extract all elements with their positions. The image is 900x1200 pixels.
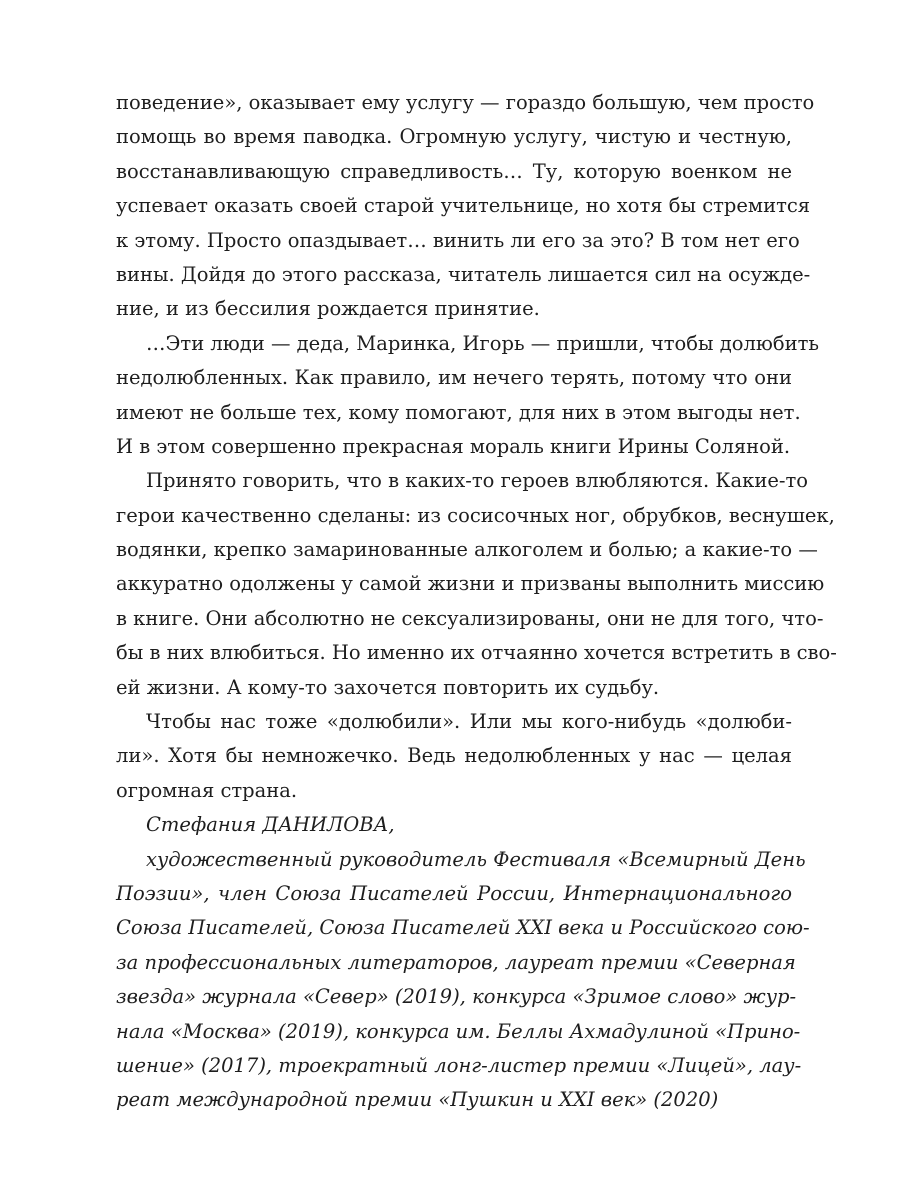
text-line: в книге. Они абсолютно не сексуализированы, они не для того, что- [116,606,824,630]
text-line: ли». Хотя бы немножечко. Ведь недолюбленных у нас — целая [116,744,792,768]
text-line: герои качественно сделаны: из сосисочных ног, обрубков, веснушек, [116,503,835,527]
author-bio-line: реат международной премии «Пушкин и XXI век» (2020) [116,1088,719,1112]
paragraph [116,327,819,465]
text-line: к этому. Просто опаздывает… винить ли его за это? В том нет его [116,228,800,252]
text-line: помощь во время паводка. Огромную услугу, чистую и честную, [116,125,792,149]
text-line: аккуратно одолжены у самой жизни и призваны выполнить миссию [116,572,825,596]
author-name: Стефания ДАНИЛОВА, [146,813,395,837]
author-bio-line: шение» (2017), троекратный лонг-листер премии «Лицей», лау- [116,1053,802,1077]
text-line: …Эти люди — деда, Маринка, Игорь — пришли, чтобы долюбить [146,331,819,355]
author-bio-line: нала «Москва» (2019), конкурса им. Беллы Ахмадулиной «Прино- [116,1019,801,1043]
author-bio-line: за профессиональных литераторов, лауреат премии «Северная [116,950,796,974]
author-bio-line: Поэзии», член Союза Писателей России, Интернационального [116,881,792,905]
text-line: вины. Дойдя до этого рассказа, читатель лишается сил на осужде- [116,262,811,286]
text-line: бы в них влюбиться. Но именно их отчаянно хочется встретить в сво- [116,641,837,665]
text-line: Принято говорить, что в каких-то героев влюбляются. Какие-то [146,469,808,493]
text-line: восстанавливающую справедливость… Ту, которую военком не [116,159,792,183]
author-bio-line: художественный руководитель Фестиваля «Всемирный День [146,847,806,871]
text-line: ей жизни. А кому-то захочется повторить их судьбу. [116,675,660,699]
paragraph [116,86,815,327]
text-line: огромная страна. [116,778,298,802]
text-line: имеют не больше тех, кому помогают, для них в этом выгоды нет. [116,400,801,424]
text-line: недолюбленных. Как правило, им нечего терять, потому что они [116,366,792,390]
author-bio-line: Союза Писателей, Союза Писателей XXI века и Российского сою- [116,916,810,940]
text-line: водянки, крепко замаринованные алкоголем и болью; а какие-то — [116,538,818,562]
text-line: поведение», оказывает ему услугу — гораздо большую, чем просто [116,91,815,114]
text-line: успевает оказать своей старой учительнице, но хотя бы стремится [116,194,811,218]
paragraph [116,705,792,808]
paragraph [116,464,837,705]
text-line: ние, и из бессилия рождается принятие. [116,297,540,321]
author-bio-line: звезда» журнала «Север» (2019), конкурса «Зримое слово» жур- [116,985,797,1009]
text-line: И в этом совершенно прекрасная мораль книги Ирины Соляной. [116,434,791,458]
page-body [116,86,837,1118]
signature-block [116,808,810,1118]
text-line: Чтобы нас тоже «долюбили». Или мы кого-нибудь «долюби- [146,710,792,734]
